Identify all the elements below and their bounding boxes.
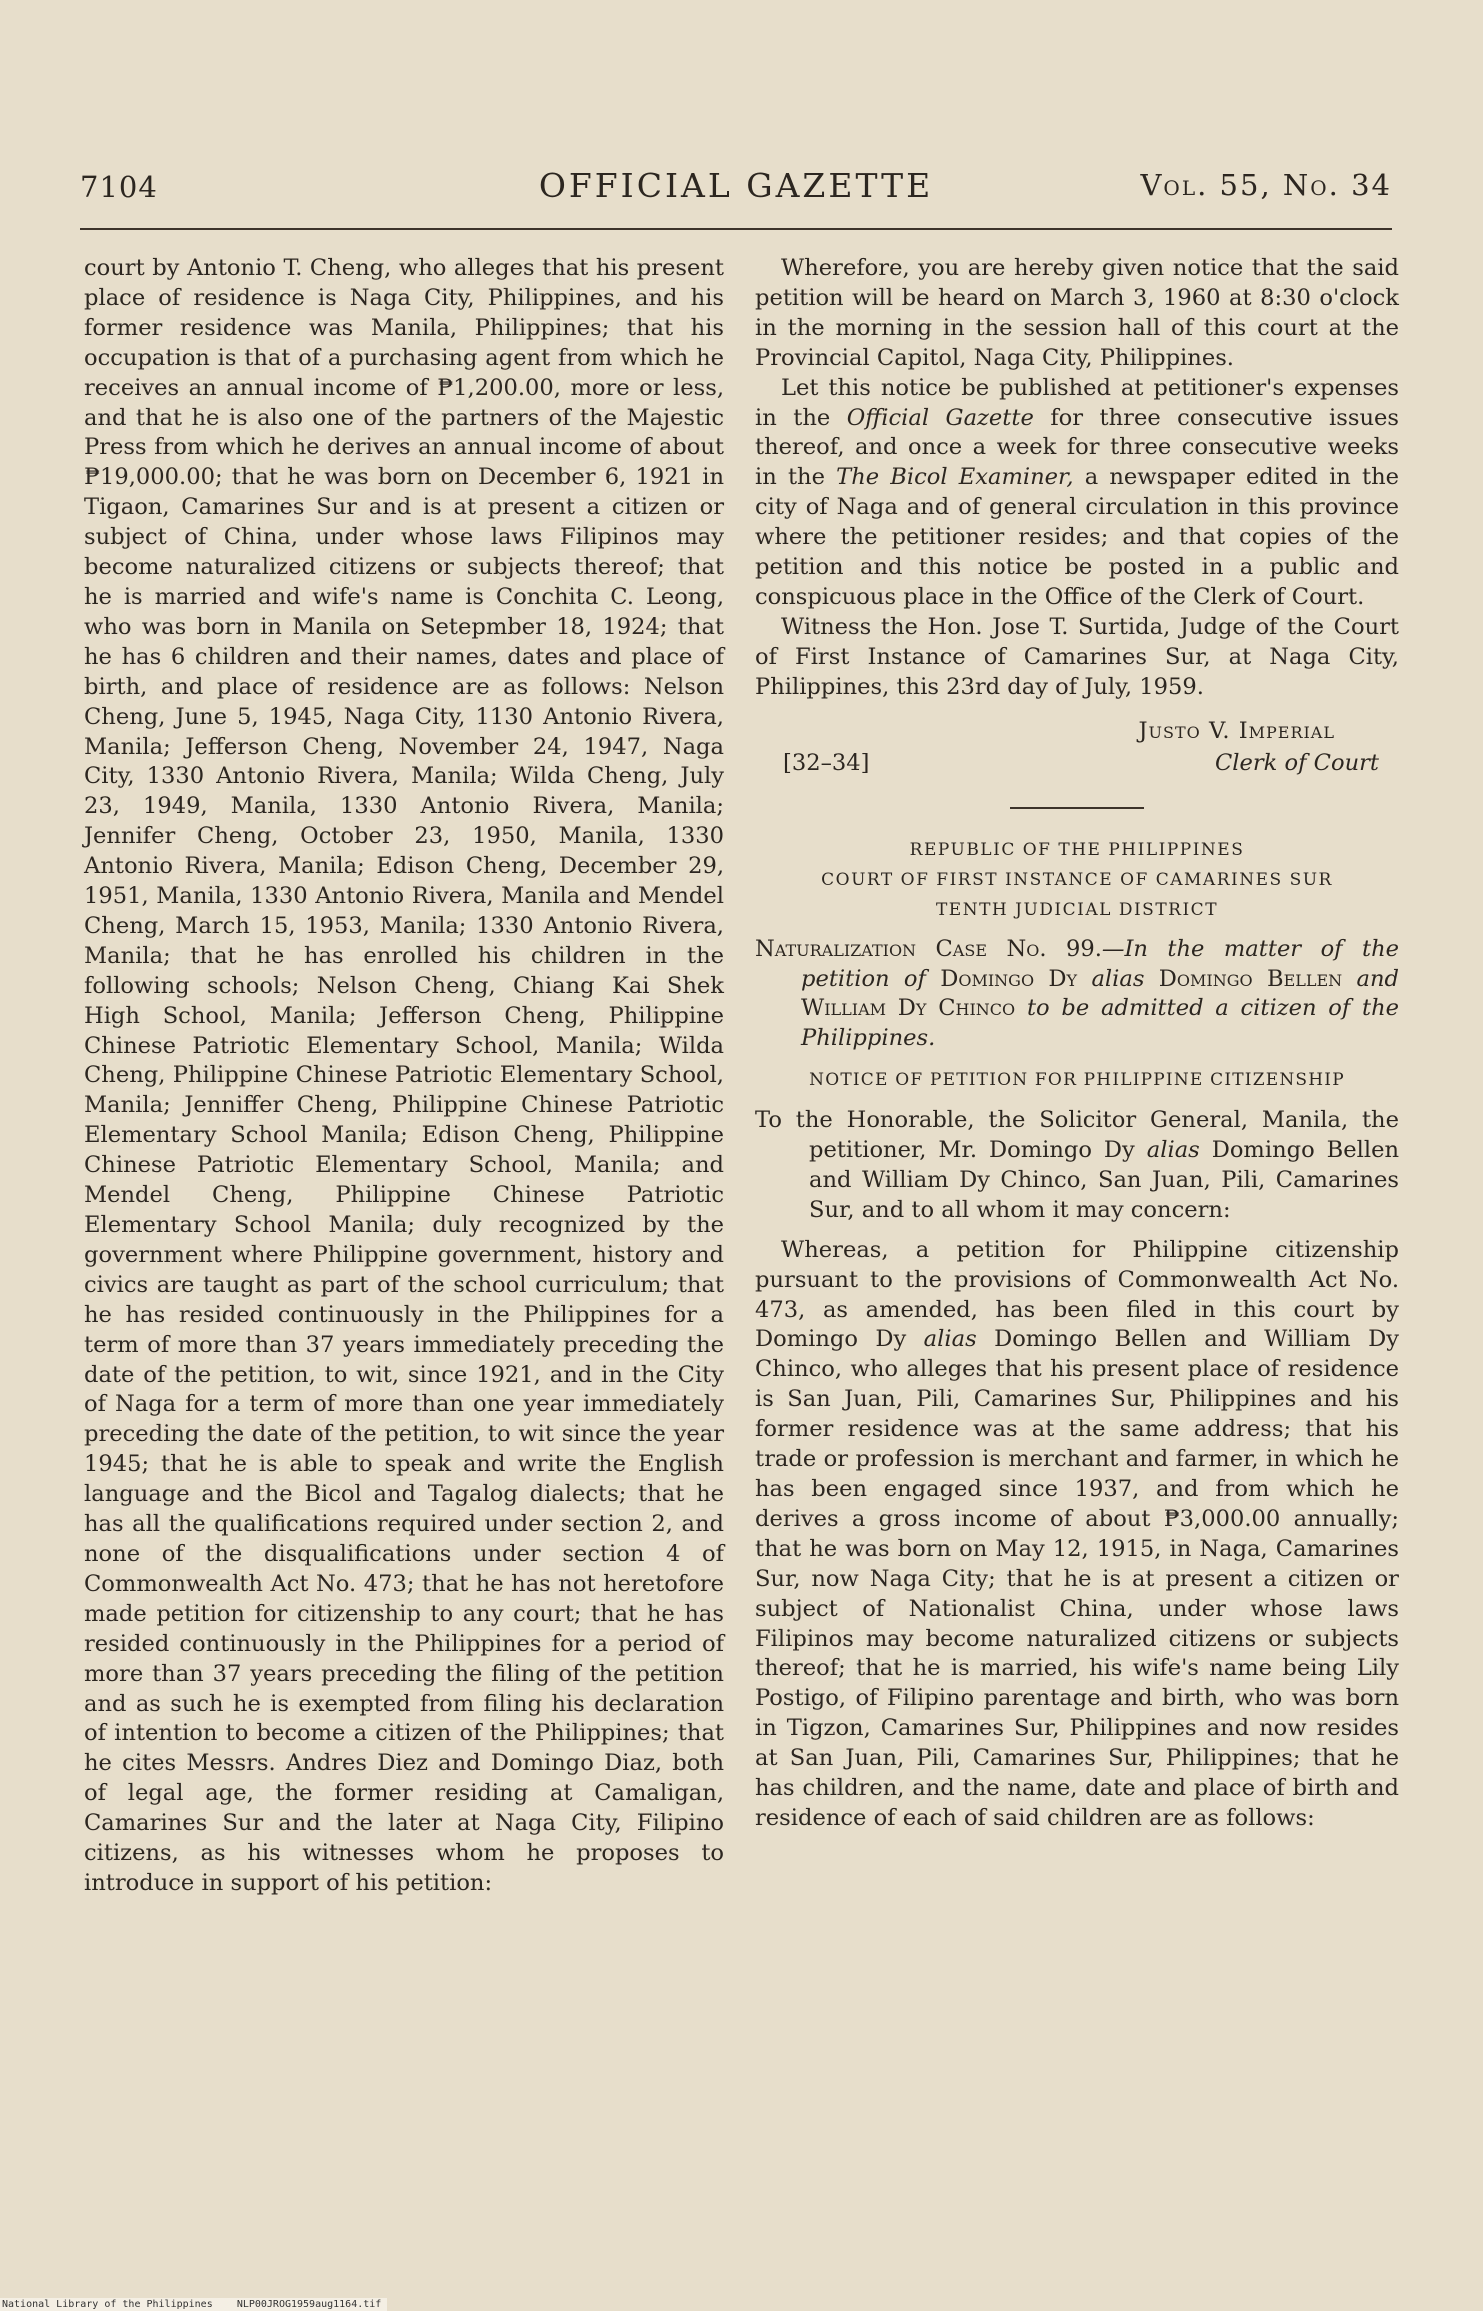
alias-word: alias: [923, 1326, 977, 1353]
petitioner-name: William Dy Chinco: [801, 995, 1016, 1022]
court-heading-line: TENTH JUDICIAL DISTRICT: [935, 899, 1219, 920]
caption-text: alias: [1091, 965, 1145, 992]
publication-text: Let this notice be published at petitioner's expenses in the: [755, 374, 1399, 431]
issue-reference: [32–34]: [783, 749, 870, 776]
address-paragraph: [755, 1106, 1399, 1226]
caption-text: and: [1356, 965, 1400, 992]
case-caption: [755, 935, 1399, 1055]
publication-title: OFFICIAL GAZETTE: [538, 166, 934, 205]
caption-text: to be admitted a citizen of the Philippines.: [801, 995, 1400, 1052]
publication-text: for three consecutive issues thereof, and once a week for three consecutive weeks in the: [755, 404, 1399, 491]
caption-text: —In the matter of the petition of: [801, 935, 1399, 992]
witness-paragraph: Witness the Hon. Jose T. Surtida, Judge of the Court of First Instance of Camarines Sur, at Naga City, Philippines, this 23rd day of July, 1959.: [755, 613, 1399, 700]
page-header: [80, 160, 1392, 220]
alias-word: alias: [1146, 1137, 1200, 1164]
clerk-name: Justo V. Imperial: [1138, 717, 1335, 744]
whereas-text: Whereas, a petition for Philippine citizenship pursuant to the provisions of Commonwealth Act No. 473, as amended, has been filed in this court by Domingo Dy: [755, 1236, 1399, 1353]
court-heading-line: REPUBLIC OF THE PHILIPPINES: [909, 839, 1245, 860]
wherefore-paragraph: Wherefore, you are hereby given notice that the said petition will be heard on March 3, 1960 at 8:30 o'clock in the morning in the session hall of this court at the Provincial Capitol, Naga City, Philippines.: [755, 255, 1399, 371]
petitioner-name: Domingo Dy: [940, 965, 1078, 992]
court-heading-line: COURT OF FIRST INSTANCE OF CAMARINES SUR: [821, 869, 1333, 890]
petition-continuation-paragraph: court by Antonio T. Cheng, who alleges that his present place of residence is Naga City, Philippines, and his former residence was Manila, Philippines; that his occupation is that of a purchasing agent from which he receives an annual income of ₱1,200.00, more or less, and that he is also one of the partners of the Majestic Press from which he derives an annual income of about ₱19,000.00; that he was born on December 6, 1921 in Tigaon, Camarines Sur and is at present a citizen or subject of China, under whose laws Filipinos may become naturalized citizens or subjects thereof; that he is married and wife's name is Conchita C. Leong, who was born in Manila on Setepmber 18, 1924; that he has 6 children and their names, dates and place of birth, and place of residence are as follows: Nelson Cheng, June 5, 1945, Naga City, 1130 Antonio Rivera, Manila; Jefferson Cheng, November 24, 1947, Naga City, 1330 Antonio Rivera, Manila; Wilda Cheng, July 23, 1949, Manila, 1330 Antonio Rivera, Manila; Jennifer Cheng, October 23, 1950, Manila, 1330 Antonio Rivera, Manila; Edison Cheng, December 29, 1951, Manila, 1330 Antonio Rivera, Manila and Mendel Cheng, March 15, 1953, Manila; 1330 Antonio Rivera, Manila; that he has enrolled his children in the following schools; Nelson Cheng, Chiang Kai Shek High School, Manila; Jefferson Cheng, Philippine Chinese Patriotic Elementary School, Manila; Wilda Cheng, Philippine Chinese Patriotic Elementary School, Manila; Jenniffer Cheng, Philippine Chinese Patriotic Elementary School Manila; Edison Cheng, Philippine Chinese Patriotic Elementary School, Manila; and Mendel Cheng, Philippine Chinese Patriotic Elementary School Manila; duly recognized by the government where Philippine government, history and civics are taught as part of the school curriculum; that he has resided continuously in the Philippines for a term of more than 37 years immediately preceding the date of the petition, to wit, since 1921, and in the City of Naga for a term of more than one year immediately preceding the date of the petition, to wit since the year 1945; that he is able to speak and write the English language and the Bicol and Tagalog dialects; that he has all the qualifications required under section 2, and none of the disqualifications under section 4 of Commonwealth Act No. 473; that he has not heretofore made petition for citizenship to any court; that he has resided continuously in the Philippines for a period of more than 37 years preceding the filing of the petition and as such he is exempted from filing his declaration of intention to become a citizen of the Philippines; that he cites Messrs. Andres Diez and Domingo Diaz, both of legal age, the former residing at Camaligan, Camarines Sur and the later at Naga City, Filipino citizens, as his witnesses whom he proposes to introduce in support of his petition:: [84, 255, 724, 1896]
page-number: 7104: [80, 170, 158, 204]
newspaper-name: The Bicol Examiner,: [836, 464, 1074, 491]
publication-text: a newspaper edited in the city of Naga and of general circulation in this province where the petitioner resides; and that copies of the petition and this notice be posted in a public and conspicuous place in the Office of the Clerk of Court.: [755, 464, 1400, 610]
address-text: To the Honorable, the Solicitor General, Manila, the petitioner, Mr. Domingo Dy: [755, 1107, 1399, 1164]
address-text: Domingo Bellen and William Dy Chinco, San Juan, Pili, Camarines Sur, and to all whom it may concern:: [809, 1137, 1399, 1223]
gazette-name: Official Gazette: [846, 404, 1034, 431]
court-heading: [755, 835, 1399, 925]
left-column: [84, 254, 724, 1899]
file-reference: NLP00JROG1959aug1164.tif: [236, 2299, 382, 2310]
petitioner-name: Domingo Bellen: [1158, 965, 1343, 992]
whereas-paragraph: [755, 1236, 1399, 1834]
scan-footer: [0, 2298, 387, 2311]
signature-block: [755, 717, 1399, 787]
clerk-title: Clerk of Court: [1214, 749, 1379, 776]
volume-number: Vol. 55, No. 34: [1140, 168, 1392, 202]
right-column: [755, 254, 1399, 1834]
case-number: Naturalization Case No. 99.: [755, 935, 1102, 962]
publication-paragraph: [755, 374, 1399, 613]
whereas-text: Domingo Bellen and William Dy Chinco, who alleges that his present place of residence is San Juan, Pili, Camarines Sur, Philippines and his former residence was at the same address; that his trade or profession is merchant and farmer, in which he has been engaged since 1937, and from which he derives a gross income of about ₱3,000.00 annually; that he was born on May 12, 1915, in Naga, Camarines Sur, now Naga City; that he is at present a citizen or subject of Nationalist China, under whose laws Filipinos may become naturalized citizens or subjects thereof; that he is married, his wife's name being Lily Postigo, of Filipino parentage and birth, who was born in Tigzon, Camarines Sur, Philippines and now resides at San Juan, Pili, Camarines Sur, Philippines; that he has children, and the name, date and place of birth and residence of each of said children are as follows:: [755, 1326, 1399, 1831]
library-name: National Library of the Philippines: [2, 2299, 213, 2310]
header-rule: [80, 228, 1392, 230]
notice-heading: NOTICE OF PETITION FOR PHILIPPINE CITIZENSHIP: [809, 1070, 1345, 1091]
section-divider: [1010, 807, 1144, 809]
